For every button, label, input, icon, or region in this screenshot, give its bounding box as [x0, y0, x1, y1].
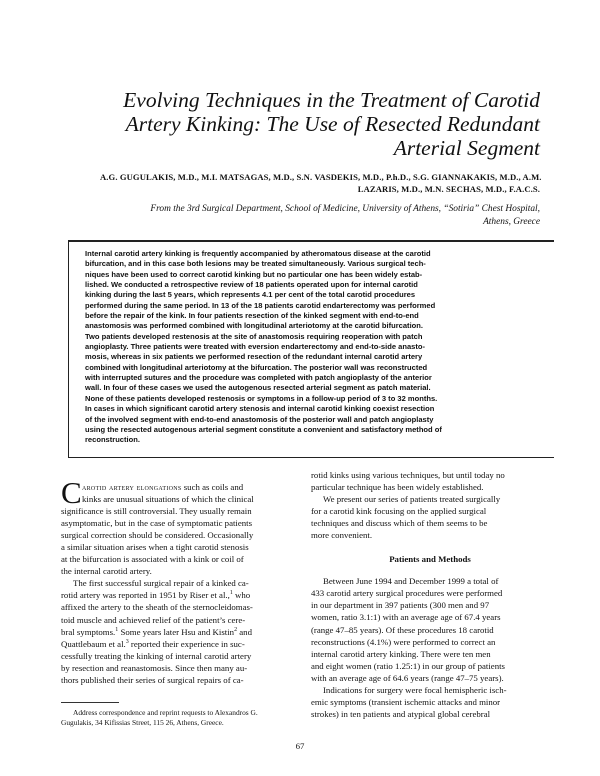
body-text: such as coils and: [181, 482, 244, 492]
footnote-divider: [61, 702, 119, 703]
section-heading: Patients and Methods: [389, 554, 471, 565]
abstract-line: lished. We conducted a retrospective review of 18 patients operated upon for internal carotid: [85, 280, 418, 290]
body-line: more convenient.: [311, 530, 373, 541]
page-number: 67: [295, 741, 305, 751]
body-line: [61, 481, 299, 493]
right-column: [311, 469, 549, 720]
abstract-line: anastomosis was performed combined with longitudinal arteriotomy at the carotid bifurcation.: [85, 321, 423, 331]
title-line: Arterial Segment: [393, 136, 540, 160]
body-line: asymptomatic, but in the case of symptomatic patients: [61, 518, 253, 529]
body-text: bral symptoms.: [61, 626, 116, 637]
abstract-line: performed during the same period. In 13 of the 18 patients carotid endarterectomy was performed: [85, 300, 436, 310]
author-line: A.G. GUGULAKIS, M.D., M.I. MATSAGAS, M.D., S.N. VASDEKIS, M.D., P.h.D., S.G. GIANNAKAKIS, M.D., A.M.: [100, 172, 542, 182]
drop-cap: C: [61, 475, 82, 510]
abstract-line: wall. In four of these cases we used the autogenous resected arterial segment as patch material.: [85, 383, 431, 393]
abstract-line: with interrupted sutures and the procedure was completed with patch angioplasty of the anterior: [85, 373, 432, 383]
title-line: Evolving Techniques in the Treatment of Carotid: [123, 88, 540, 112]
body-line: [61, 626, 299, 638]
body-line: internal carotid artery kinking. There were ten men: [311, 648, 491, 659]
body-line: with an average age of 64.6 years (range 47–75 years).: [311, 672, 504, 683]
body-text: Quattlebaum et al.: [61, 638, 126, 649]
body-line: toid muscle and achieved relief of the patient’s cere-: [61, 614, 246, 625]
abstract-line: reconstruction.: [85, 435, 140, 445]
citation: 1: [115, 626, 119, 633]
footnote-line: Address correspondence and reprint requests to Alexandros G.: [73, 708, 258, 717]
citation: 1: [229, 590, 233, 597]
footnote: [61, 708, 299, 728]
body-text: rotid artery was reported in 1951 by Riser et al.,: [61, 590, 230, 601]
abstract-line: using the resected autogenous arterial segment constitute a convenient and satisfactory method of: [85, 424, 442, 434]
body-line: and eight women (ratio 1.25:1) in our group of patients: [311, 660, 505, 671]
author-list: [100, 171, 540, 195]
abstract-line: kinking during the last 5 years, which represents 4.1 per cent of the total carotid procedures: [85, 290, 416, 300]
left-column: [61, 475, 299, 686]
body-line: surgical correction should be considered. Occasionally: [61, 530, 254, 541]
body-line: Indications for surgery were focal hemispheric isch-: [323, 684, 507, 695]
body-line: particular technique has been widely established.: [311, 482, 484, 493]
body-text: Some years later Hsu and Kistin: [118, 626, 235, 637]
affiliation-line: Athens, Greece: [483, 217, 540, 227]
body-line: in our department in 397 patients (300 men and 97: [311, 600, 490, 611]
body-line: affixed the artery to the sheath of the sternocleidomas-: [61, 602, 253, 613]
smallcaps-lead: arotid artery elongations: [82, 482, 182, 492]
affiliation: [140, 203, 540, 229]
body-line: emic symptoms (transient ischemic attacks and minor: [311, 696, 501, 707]
body-text: reported their experience in suc-: [128, 638, 245, 649]
body-line: at the bifurcation is associated with a kink or coil of: [61, 554, 244, 565]
body-line: women, ratio 3.1:1) with an average age of 67.4 years: [311, 612, 501, 623]
article-title: [40, 88, 540, 160]
abstract-line: of the involved segment with end-to-end anastomosis of the posterior wall and patch angioplasty: [85, 414, 434, 424]
abstract-line: bifurcation, and in this case both lesions may be treated simultaneously. Various surgical tech-: [85, 259, 426, 269]
body-line: Between June 1994 and December 1999 a total of: [323, 576, 499, 587]
body-line: techniques and discuss which of them seems to be: [311, 518, 488, 529]
abstract: [85, 249, 547, 446]
abstract-line: Internal carotid artery kinking is frequently accompanied by atheromatous disease at the carotid: [85, 249, 431, 258]
abstract-line: before the repair of the kink. In four patients resection of the kinked segment with end-to-end: [85, 311, 419, 321]
body-line: [61, 638, 299, 650]
affiliation-line: From the 3rd Surgical Department, School of Medicine, University of Athens, “Sotiria” Chest Hospital,: [150, 204, 540, 214]
body-line: by resection and reanastomosis. Since then many au-: [61, 662, 248, 673]
body-line: for a carotid kink focusing on the applied surgical: [311, 506, 487, 517]
body-line: a similar situation arises when a tight carotid stenosis: [61, 542, 249, 553]
author-line: LAZARIS, M.D., M.N. SECHAS, M.D., F.A.C.S.: [357, 184, 540, 194]
citation: 2: [234, 626, 238, 633]
footnote-line: Gugulakis, 34 Kifissias Street, 115 26, Athens, Greece.: [61, 718, 224, 727]
body-line: significance is still controversial. They usually remain: [61, 506, 252, 517]
abstract-line: Two patients developed restenosis at the site of anastomosis requiring reoperation with patch: [85, 331, 423, 341]
body-line: (range 47–85 years). Of these procedures 18 carotid: [311, 624, 494, 635]
body-line: The first successful surgical repair of a kinked ca-: [73, 578, 249, 589]
body-line: reconstructions (4.1%) were performed to correct an: [311, 636, 496, 647]
body-line: kinks are unusual situations of which the clinical: [82, 494, 254, 505]
abstract-line: niques have been used to correct carotid kinking but no particular one has been widely estab-: [85, 269, 423, 279]
body-line: 433 carotid artery surgical procedures were performed: [311, 588, 503, 599]
body-text: and: [237, 626, 252, 637]
body-line: cessfully treating the kinking of internal carotid artery: [61, 650, 252, 661]
title-line: Artery Kinking: The Use of Resected Redundant: [125, 112, 540, 136]
abstract-line: None of these patients developed restenosis or symptoms in a follow-up period of 3 to 32 months.: [85, 393, 438, 403]
abstract-line: combined with longitudinal arteriotomy at the bifurcation. The posterior wall was reconstructed: [85, 362, 428, 372]
body-line: the internal carotid artery.: [61, 566, 152, 577]
body-line: strokes) in ten patients and atypical global cerebral: [311, 708, 491, 719]
body-line: We present our series of patients treated surgically: [323, 494, 501, 505]
abstract-line: mosis, whereas in six patients we performed resection of the redundant internal carotid artery: [85, 352, 423, 362]
abstract-line: In cases in which significant carotid artery stenosis and internal carotid kinking coexist resection: [85, 404, 435, 414]
body-text: who: [232, 590, 251, 601]
body-line: rotid kinks using various techniques, but until today no: [311, 470, 505, 480]
abstract-line: angioplasty. Three patients were treated with eversion endarterectomy and end-to-side anasto-: [85, 342, 425, 352]
body-line: thors published their series of surgical repairs of ca-: [61, 674, 244, 685]
citation: 3: [125, 638, 129, 645]
body-line: [61, 589, 299, 601]
